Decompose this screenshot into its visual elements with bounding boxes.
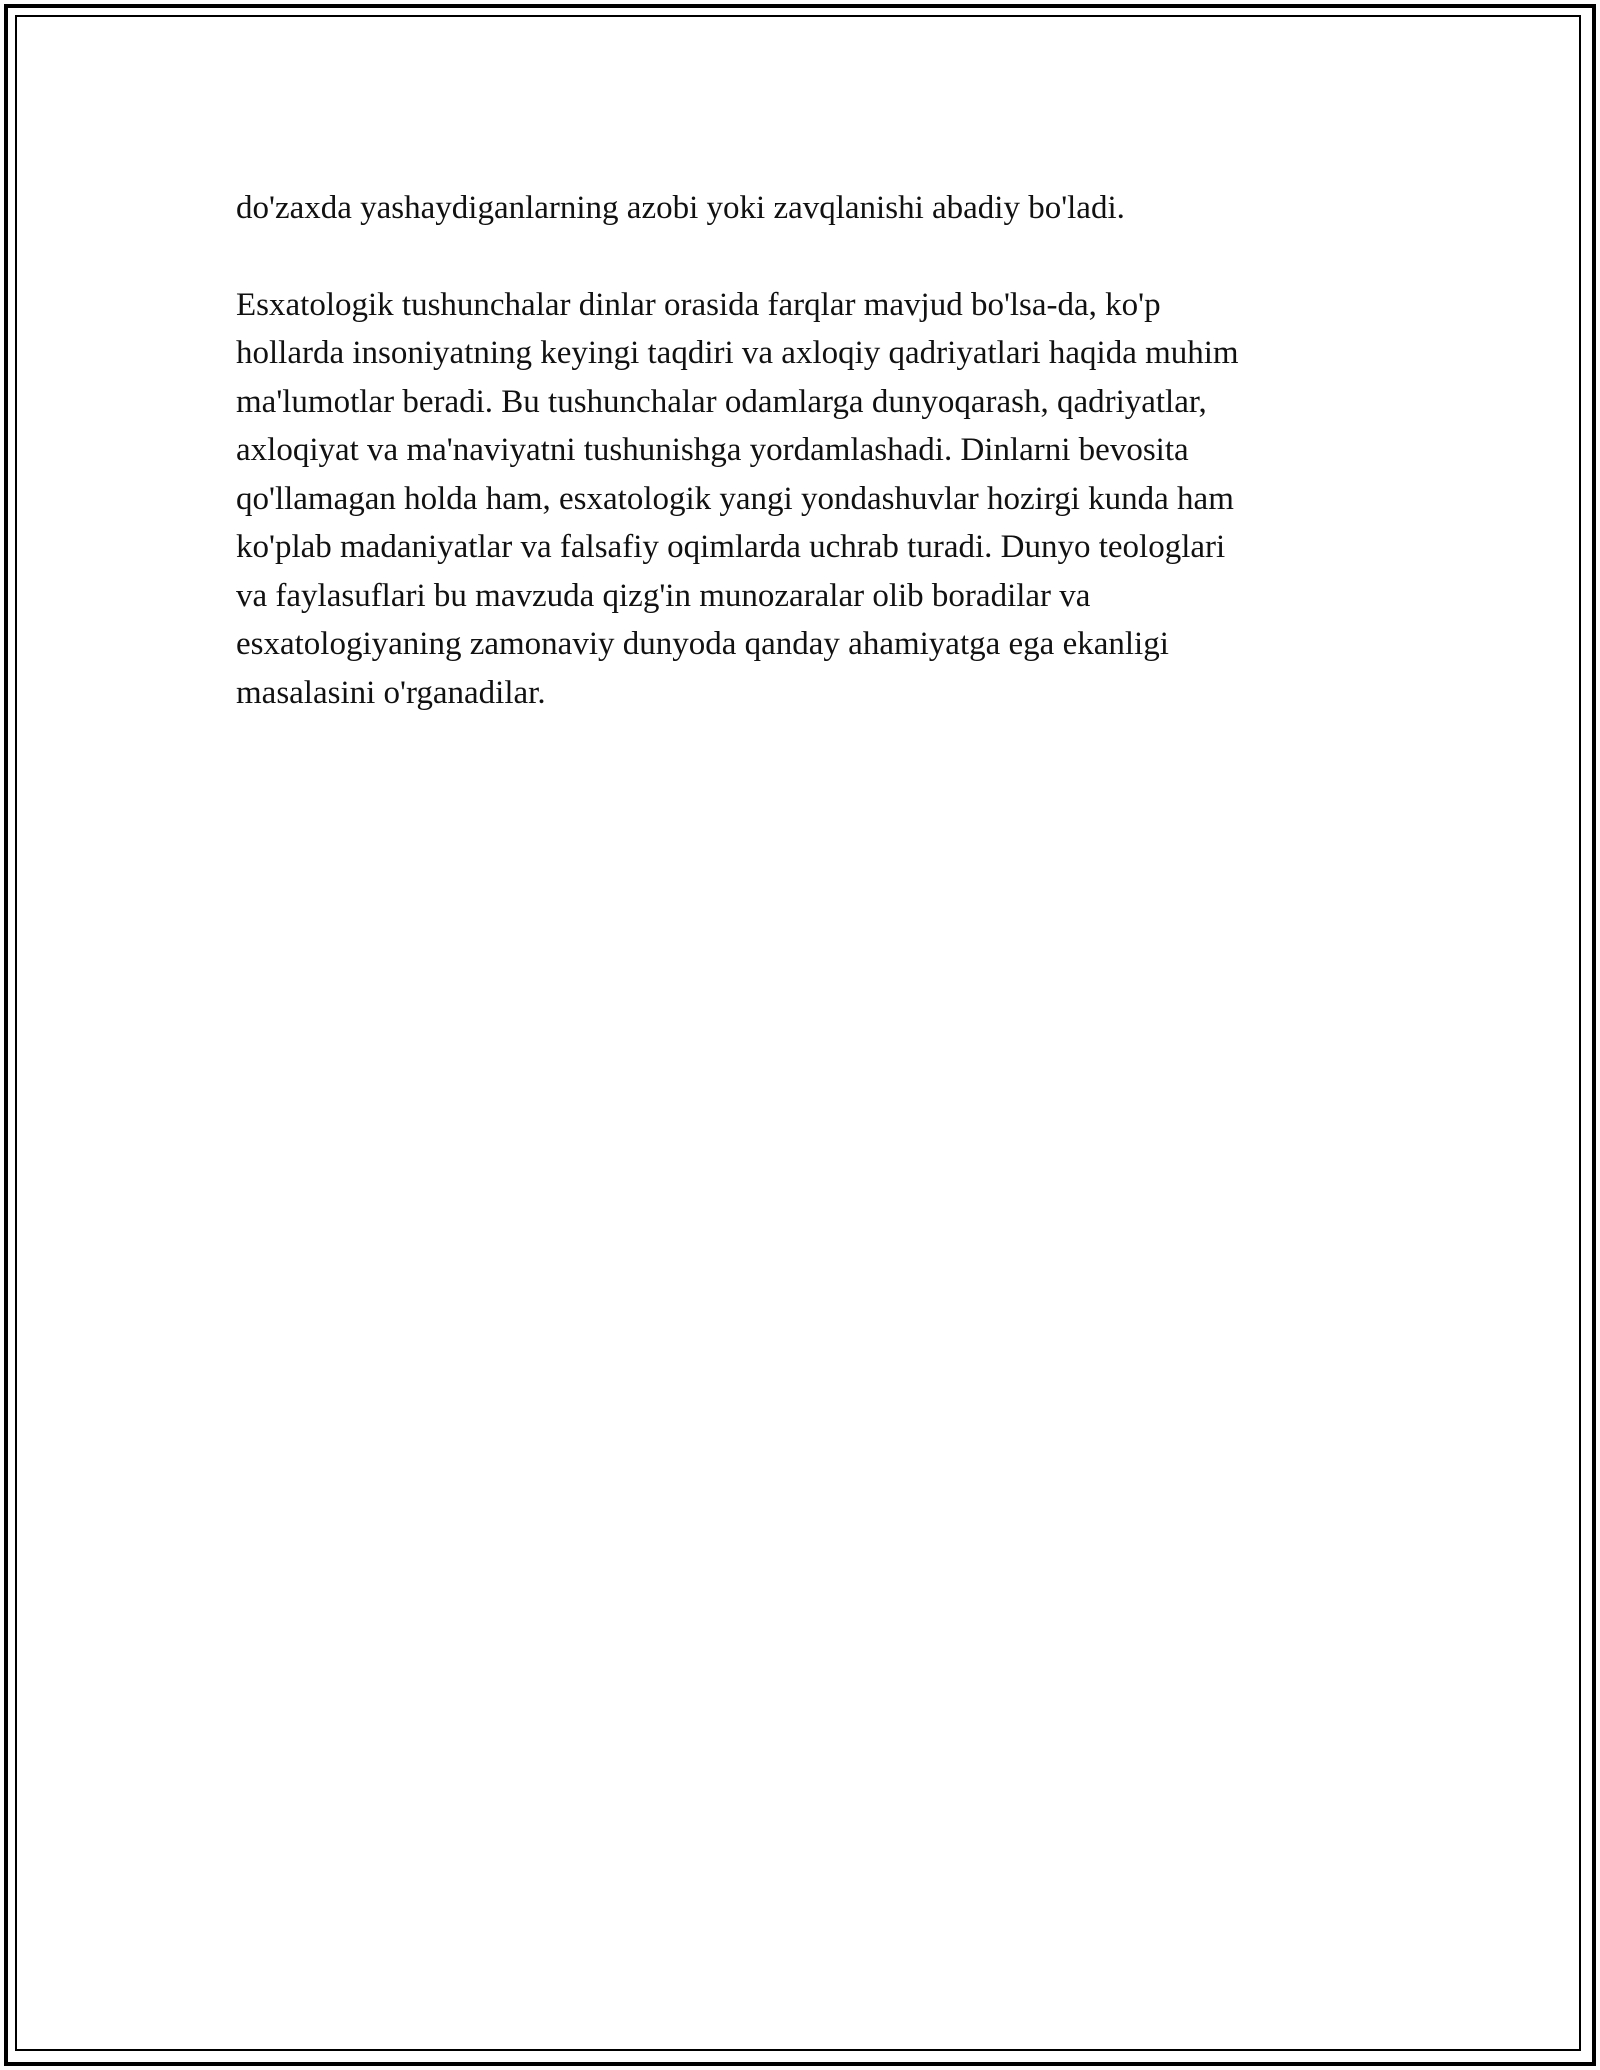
paragraph-2: Esxatologik tushunchalar dinlar orasida farqlar mavjud bo'lsa-da, ko'p hollarda insoniyatning keyingi taqdiri va axloqiy qadriyatlari haqida muhim ma'lumotlar beradi. Bu tushunchalar odamlarga dunyoqarash, qadriyatlar, axloqiyat va ma'naviyatni tushunishga yordamlashadi. Dinlarni bevosita qo'llamagan holda ham, esxatologik yangi yondashuvlar hozirgi kunda ham ko'plab madaniyatlar va falsafiy oqimlarda uchrab turadi. Dunyo teologlari va faylasuflari bu mavzuda qizg'in munozaralar olib boradilar va esxatologiyaning zamonaviy dunyoda qanday ahamiyatga ega ekanligi masalasini o'rganadilar. <box>236 286 1239 711</box>
document-body <box>236 184 1366 717</box>
paragraph-1: do'zaxda yashaydiganlarning azobi yoki zavqlanishi abadiy bo'ladi. <box>236 190 1125 226</box>
